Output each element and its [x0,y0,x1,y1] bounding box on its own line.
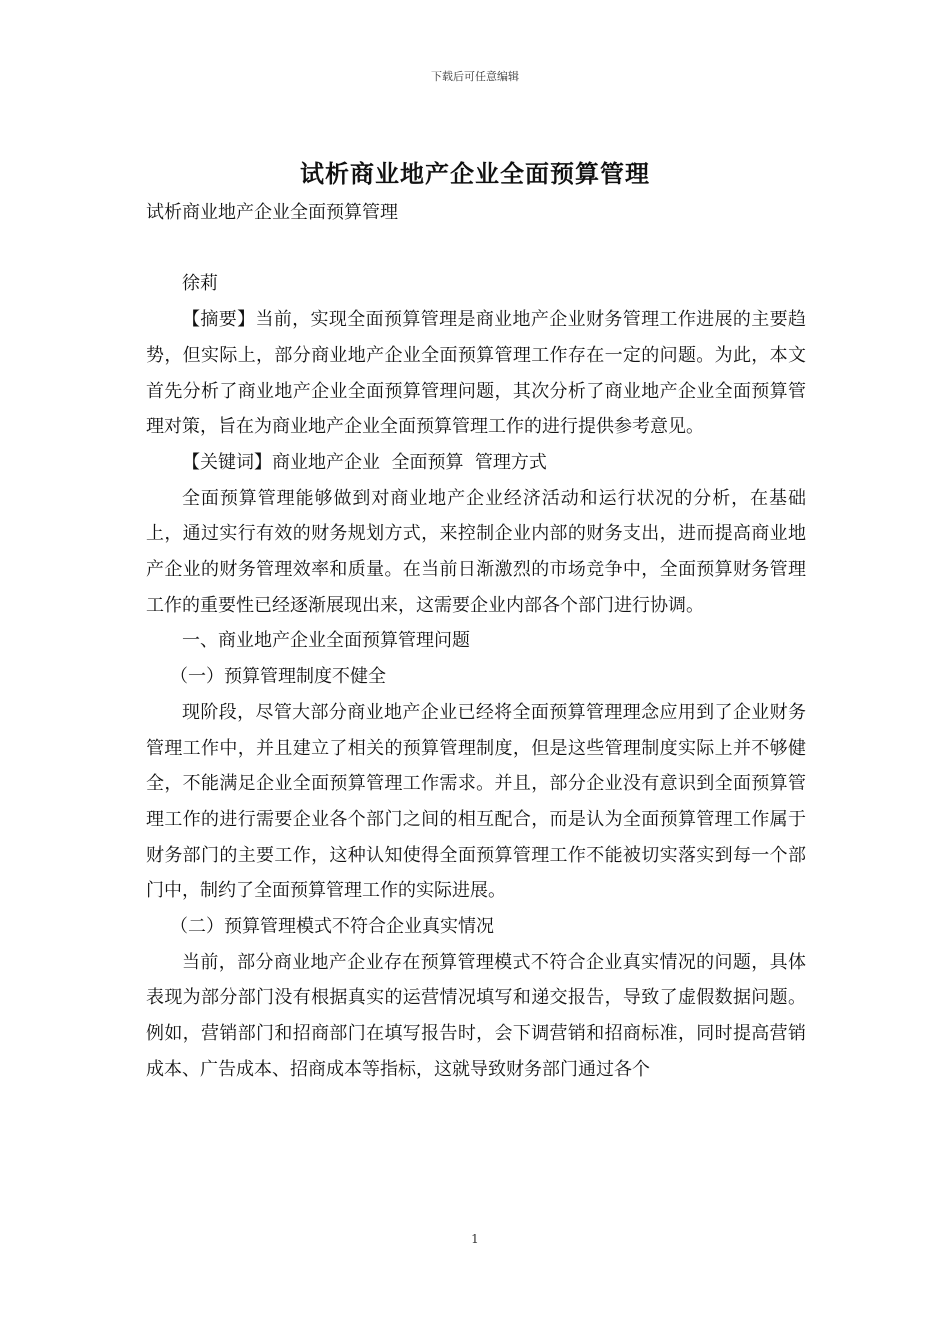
subsection-1-paragraph: 现阶段，尽管大部分商业地产企业已经将全面预算管理理念应用到了企业财务管理工作中，并且建立了相关的预算管理制度，但是这些管理制度实际上并不够健全，不能满足企业全面预算管理工作需求。并且，部分企业没有意识到全面预算管理工作的进行需要企业各个部门之间的相互配合，而是认为全面预算管理工作属于财务部门的主要工作，这种认知使得全面预算管理工作不能被切实落实到每一个部门中，制约了全面预算管理工作的实际进展。 [146,701,806,902]
subsection-2-paragraph: 当前，部分商业地产企业存在预算管理模式不符合企业真实情况的问题，具体表现为部分部门没有根据真实的运营情况填写和递交报告，导致了虚假数据问题。例如，营销部门和招商部门在填写报告时，会下调营销和招商标准，同时提高营销成本、广告成本、招商成本等指标，这就导致财务部门通过各个 [146,951,806,1080]
document-body [146,195,806,1088]
document-subtitle: 试析商业地产企业全面预算管理 [146,202,398,223]
subsection-heading-2: （二）预算管理模式不符合企业真实情况 [170,916,494,938]
subsection-heading-1: （一）预算管理制度不健全 [170,666,386,688]
page-number: 1 [471,1232,479,1246]
abstract-paragraph: 【摘要】当前，实现全面预算管理是商业地产企业财务管理工作进展的主要趋势，但实际上，部分商业地产企业全面预算管理工作存在一定的问题。为此，本文首先分析了商业地产企业全面预算管理问题，其次分析了商业地产企业全面预算管理对策，旨在为商业地产企业全面预算管理工作的进行提供参考意见。 [146,309,806,438]
intro-paragraph: 全面预算管理能够做到对商业地产企业经济活动和运行状况的分析，在基础上，通过实行有效的财务规划方式，来控制企业内部的财务支出，进而提高商业地产企业的财务管理效率和质量。在当前日渐激烈的市场竞争中，全面预算财务管理工作的重要性已经逐渐展现出来，这需要企业内部各个部门进行协调。 [146,487,806,616]
section-heading-1: 一、商业地产企业全面预算管理问题 [182,630,470,652]
document-title: 试析商业地产企业全面预算管理 [300,159,650,188]
keywords-paragraph: 【关键词】商业地产企业 全面预算 管理方式 [182,451,547,473]
author-name: 徐莉 [182,273,218,295]
header-note: 下载后可任意编辑 [431,70,519,83]
blank-line [146,231,806,267]
